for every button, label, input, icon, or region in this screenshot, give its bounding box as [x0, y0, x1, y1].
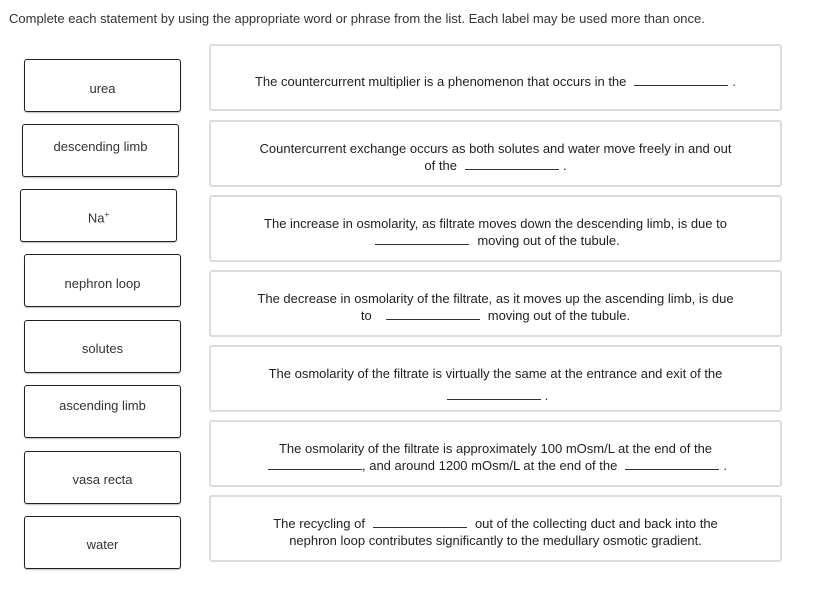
statement-text: moving out of the tubule.: [477, 233, 620, 248]
drop-target[interactable]: [375, 235, 469, 245]
label-text: nephron loop: [64, 276, 141, 291]
label-text: urea: [89, 81, 116, 96]
statement-text: moving out of the tubule.: [487, 308, 631, 323]
statement-text: out of the collecting duct and back into the: [474, 516, 718, 531]
statement-7: [209, 495, 782, 562]
label-urea[interactable]: [24, 59, 181, 112]
statement-4: [209, 270, 782, 337]
label-text: descending limb: [53, 139, 148, 154]
statement-text: The recycling of: [273, 516, 365, 531]
statement-text: The countercurrent multiplier is a phenomenon that occurs in the: [254, 74, 627, 89]
statement-punct: .: [723, 458, 727, 473]
statement-text: , and around 1200 mOsm/L at the end of the: [362, 458, 618, 473]
instruction-text: Complete each statement by using the appropriate word or phrase from the list. Each label may be used more than once.: [9, 11, 705, 26]
label-text: Na+: [87, 210, 110, 226]
statement-3: [209, 195, 782, 262]
label-descending-limb[interactable]: [22, 124, 179, 177]
statement-text: The osmolarity of the filtrate is approximately 100 mOsm/L at the end of the: [278, 441, 713, 456]
drop-target[interactable]: [268, 460, 362, 470]
drop-target[interactable]: [373, 518, 467, 528]
drop-target[interactable]: [625, 460, 719, 470]
statement-text: nephron loop contributes significantly to the medullary osmotic gradient.: [289, 533, 702, 548]
statement-text: The decrease in osmolarity of the filtrate, as it moves up the ascending limb, is due: [257, 291, 734, 306]
statement-punct: .: [562, 158, 567, 173]
label-na-plus[interactable]: [20, 189, 177, 242]
statement-punct: .: [732, 74, 737, 89]
label-text: ascending limb: [59, 398, 146, 413]
label-solutes[interactable]: [24, 320, 181, 373]
statement-text: of the: [424, 158, 457, 173]
label-ascending-limb[interactable]: [24, 385, 181, 438]
label-text: solutes: [81, 341, 124, 356]
label-nephron-loop[interactable]: [24, 254, 181, 307]
statement-text: Countercurrent exchange occurs as both solutes and water move freely in and out: [259, 141, 732, 156]
label-water[interactable]: [24, 516, 181, 569]
label-text: water: [86, 537, 119, 552]
statement-2: [209, 120, 782, 187]
drop-target[interactable]: [386, 310, 480, 320]
label-superscript: +: [104, 210, 110, 219]
drop-target[interactable]: [465, 160, 559, 170]
statement-text: to: [360, 308, 372, 323]
drop-target[interactable]: [447, 390, 541, 400]
drop-target[interactable]: [634, 76, 728, 86]
statement-punct: .: [544, 388, 549, 403]
statement-text: The increase in osmolarity, as filtrate moves down the descending limb, is due to: [264, 216, 727, 231]
statement-5: [209, 345, 782, 412]
label-text: vasa recta: [72, 472, 133, 487]
label-vasa-recta[interactable]: [24, 451, 181, 504]
statement-6: [209, 420, 782, 487]
statement-text: The osmolarity of the filtrate is virtually the same at the entrance and exit of the: [268, 366, 723, 381]
statement-1: [209, 44, 782, 111]
